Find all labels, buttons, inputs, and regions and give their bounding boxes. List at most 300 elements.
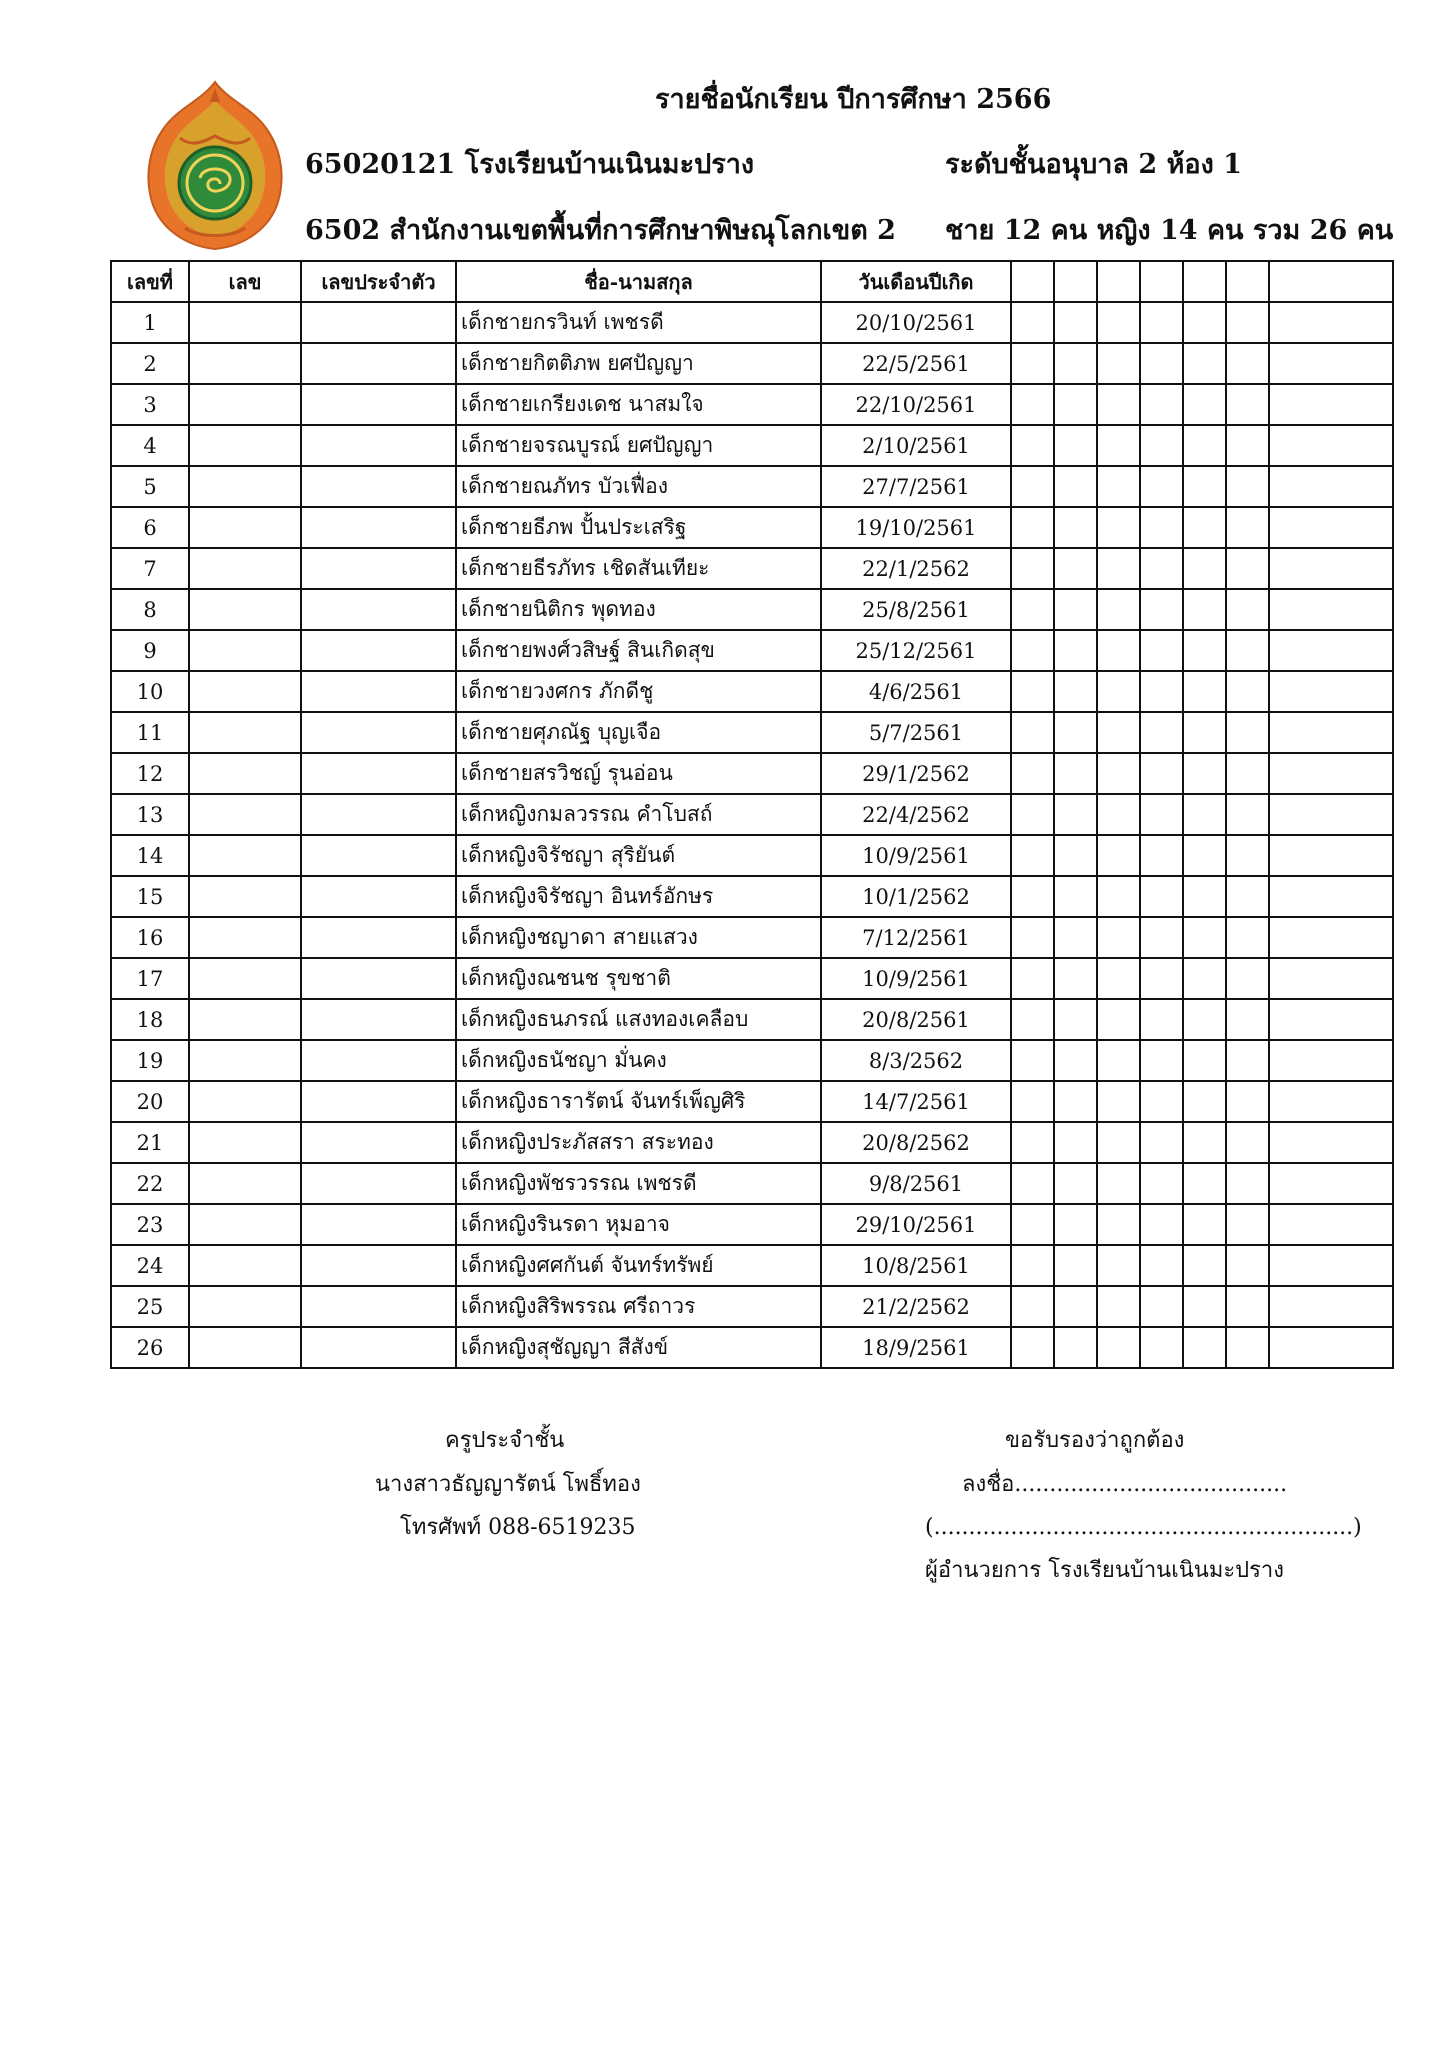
- row-full-name: เด็กหญิงสิริพรรณ ศรีถาวร: [456, 1286, 821, 1327]
- row-birth-date: 10/9/2561: [821, 835, 1011, 876]
- row-student-id-blank: [301, 1245, 456, 1286]
- table-row: [111, 671, 1393, 712]
- row-number-blank: [189, 1245, 301, 1286]
- row-blank-cell: [1226, 958, 1269, 999]
- table-row: [111, 1122, 1393, 1163]
- row-birth-date: 4/6/2561: [821, 671, 1011, 712]
- row-blank-cell: [1226, 1245, 1269, 1286]
- row-blank-cell: [1226, 753, 1269, 794]
- row-blank-cell: [1054, 630, 1097, 671]
- row-blank-cell: [1269, 671, 1393, 712]
- row-blank-cell: [1097, 1327, 1140, 1368]
- row-birth-date: 25/8/2561: [821, 589, 1011, 630]
- row-student-id-blank: [301, 302, 456, 343]
- row-blank-cell: [1226, 507, 1269, 548]
- row-birth-date: 22/10/2561: [821, 384, 1011, 425]
- table-row: [111, 1245, 1393, 1286]
- row-blank-cell: [1269, 1163, 1393, 1204]
- row-number-blank: [189, 1122, 301, 1163]
- row-blank-cell: [1011, 712, 1054, 753]
- row-birth-date: 20/8/2562: [821, 1122, 1011, 1163]
- row-blank-cell: [1140, 589, 1183, 630]
- row-full-name: เด็กชายกรวินท์ เพชรดี: [456, 302, 821, 343]
- row-blank-cell: [1097, 343, 1140, 384]
- row-student-id-blank: [301, 1286, 456, 1327]
- row-birth-date: 19/10/2561: [821, 507, 1011, 548]
- row-blank-cell: [1140, 1122, 1183, 1163]
- row-birth-date: 9/8/2561: [821, 1163, 1011, 1204]
- row-blank-cell: [1054, 302, 1097, 343]
- row-number-blank: [189, 1204, 301, 1245]
- row-number-blank: [189, 425, 301, 466]
- row-blank-cell: [1097, 466, 1140, 507]
- table-row: [111, 343, 1393, 384]
- row-full-name: เด็กหญิงชญาดา สายแสวง: [456, 917, 821, 958]
- table-row: [111, 876, 1393, 917]
- row-no: 4: [111, 425, 189, 466]
- row-blank-cell: [1097, 671, 1140, 712]
- row-blank-cell: [1097, 835, 1140, 876]
- row-blank-cell: [1097, 1081, 1140, 1122]
- row-no: 5: [111, 466, 189, 507]
- row-blank-cell: [1226, 1327, 1269, 1368]
- row-blank-cell: [1140, 671, 1183, 712]
- director-title: ผู้อำนวยการ โรงเรียนบ้านเนินมะปราง: [925, 1558, 1285, 1583]
- row-birth-date: 27/7/2561: [821, 466, 1011, 507]
- row-blank-cell: [1140, 1286, 1183, 1327]
- row-student-id-blank: [301, 425, 456, 466]
- table-row: [111, 753, 1393, 794]
- table-row: [111, 712, 1393, 753]
- teacher-label: ครูประจำชั้น: [445, 1428, 565, 1453]
- row-blank-cell: [1097, 753, 1140, 794]
- row-birth-date: 22/5/2561: [821, 343, 1011, 384]
- row-blank-cell: [1226, 794, 1269, 835]
- row-blank-cell: [1054, 753, 1097, 794]
- row-birth-date: 10/1/2562: [821, 876, 1011, 917]
- table-row: [111, 630, 1393, 671]
- row-birth-date: 14/7/2561: [821, 1081, 1011, 1122]
- row-full-name: เด็กหญิงธนัชญา มั่นคง: [456, 1040, 821, 1081]
- row-student-id-blank: [301, 343, 456, 384]
- row-blank-cell: [1269, 507, 1393, 548]
- table-row: [111, 999, 1393, 1040]
- row-blank-cell: [1011, 630, 1054, 671]
- row-no: 15: [111, 876, 189, 917]
- row-full-name: เด็กหญิงรินรดา หุมอาจ: [456, 1204, 821, 1245]
- table-row: [111, 507, 1393, 548]
- row-student-id-blank: [301, 876, 456, 917]
- row-blank-cell: [1011, 1204, 1054, 1245]
- row-blank-cell: [1183, 999, 1226, 1040]
- row-blank-cell: [1269, 999, 1393, 1040]
- row-blank-cell: [1226, 1286, 1269, 1327]
- row-blank-cell: [1011, 548, 1054, 589]
- row-blank-cell: [1226, 589, 1269, 630]
- table-row: [111, 958, 1393, 999]
- row-blank-cell: [1011, 1040, 1054, 1081]
- row-number-blank: [189, 753, 301, 794]
- row-student-id-blank: [301, 589, 456, 630]
- row-blank-cell: [1011, 876, 1054, 917]
- row-birth-date: 7/12/2561: [821, 917, 1011, 958]
- row-blank-cell: [1011, 466, 1054, 507]
- row-student-id-blank: [301, 753, 456, 794]
- row-blank-cell: [1226, 425, 1269, 466]
- row-number-blank: [189, 1040, 301, 1081]
- row-blank-cell: [1140, 343, 1183, 384]
- row-blank-cell: [1054, 507, 1097, 548]
- row-blank-cell: [1011, 589, 1054, 630]
- row-blank-cell: [1054, 712, 1097, 753]
- row-no: 9: [111, 630, 189, 671]
- row-blank-cell: [1097, 1040, 1140, 1081]
- row-student-id-blank: [301, 1163, 456, 1204]
- row-blank-cell: [1183, 548, 1226, 589]
- row-full-name: เด็กชายกิตติภพ ยศปัญญา: [456, 343, 821, 384]
- row-birth-date: 21/2/2562: [821, 1286, 1011, 1327]
- row-full-name: เด็กหญิงพัชรวรรณ เพชรดี: [456, 1163, 821, 1204]
- row-blank-cell: [1011, 958, 1054, 999]
- row-blank-cell: [1269, 1204, 1393, 1245]
- row-blank-cell: [1183, 712, 1226, 753]
- row-blank-cell: [1183, 1245, 1226, 1286]
- row-student-id-blank: [301, 999, 456, 1040]
- row-number-blank: [189, 1286, 301, 1327]
- row-no: 18: [111, 999, 189, 1040]
- row-blank-cell: [1226, 671, 1269, 712]
- row-blank-cell: [1183, 671, 1226, 712]
- row-blank-cell: [1140, 1163, 1183, 1204]
- table-row: [111, 1040, 1393, 1081]
- row-blank-cell: [1226, 1204, 1269, 1245]
- row-birth-date: 20/8/2561: [821, 999, 1011, 1040]
- table-row: [111, 384, 1393, 425]
- row-blank-cell: [1097, 384, 1140, 425]
- table-row: [111, 548, 1393, 589]
- row-number-blank: [189, 917, 301, 958]
- row-birth-date: 20/10/2561: [821, 302, 1011, 343]
- row-blank-cell: [1011, 1245, 1054, 1286]
- row-blank-cell: [1183, 1040, 1226, 1081]
- row-blank-cell: [1269, 343, 1393, 384]
- teacher-phone: โทรศัพท์ 088-6519235: [400, 1515, 636, 1540]
- row-no: 23: [111, 1204, 189, 1245]
- row-no: 11: [111, 712, 189, 753]
- row-number-blank: [189, 1163, 301, 1204]
- row-birth-date: 8/3/2562: [821, 1040, 1011, 1081]
- header-blank: [1183, 261, 1226, 302]
- row-blank-cell: [1226, 917, 1269, 958]
- row-blank-cell: [1097, 630, 1140, 671]
- row-blank-cell: [1183, 876, 1226, 917]
- row-blank-cell: [1226, 1122, 1269, 1163]
- row-full-name: เด็กหญิงสุชัญญา สีสังข์: [456, 1327, 821, 1368]
- row-blank-cell: [1054, 425, 1097, 466]
- row-blank-cell: [1054, 1327, 1097, 1368]
- row-blank-cell: [1269, 384, 1393, 425]
- row-blank-cell: [1226, 630, 1269, 671]
- row-full-name: เด็กชายธีรภัทร เชิดสันเทียะ: [456, 548, 821, 589]
- row-blank-cell: [1054, 466, 1097, 507]
- row-full-name: เด็กหญิงศศกันต์ จันทร์ทรัพย์: [456, 1245, 821, 1286]
- row-blank-cell: [1269, 548, 1393, 589]
- row-blank-cell: [1097, 1163, 1140, 1204]
- row-birth-date: 22/1/2562: [821, 548, 1011, 589]
- signer-name-blank: (............................................................): [925, 1515, 1362, 1540]
- row-blank-cell: [1011, 384, 1054, 425]
- row-no: 19: [111, 1040, 189, 1081]
- row-blank-cell: [1097, 712, 1140, 753]
- row-full-name: เด็กชายวงศกร ภักดีชู: [456, 671, 821, 712]
- row-blank-cell: [1054, 794, 1097, 835]
- header-blank: [1054, 261, 1097, 302]
- row-blank-cell: [1183, 302, 1226, 343]
- row-student-id-blank: [301, 1040, 456, 1081]
- row-full-name: เด็กชายพงศ์วสิษฐ์ สินเกิดสุข: [456, 630, 821, 671]
- row-number-blank: [189, 1081, 301, 1122]
- row-number-blank: [189, 835, 301, 876]
- row-blank-cell: [1183, 589, 1226, 630]
- row-no: 14: [111, 835, 189, 876]
- row-blank-cell: [1011, 1081, 1054, 1122]
- row-full-name: เด็กชายนิติกร พุดทอง: [456, 589, 821, 630]
- row-blank-cell: [1140, 1245, 1183, 1286]
- row-blank-cell: [1011, 425, 1054, 466]
- row-blank-cell: [1269, 1327, 1393, 1368]
- row-full-name: เด็กชายณภัทร บัวเฟื่อง: [456, 466, 821, 507]
- row-blank-cell: [1011, 343, 1054, 384]
- row-number-blank: [189, 384, 301, 425]
- row-full-name: เด็กชายศุภณัฐ บุญเจือ: [456, 712, 821, 753]
- row-blank-cell: [1183, 835, 1226, 876]
- class-level: ระดับชั้นอนุบาล 2 ห้อง 1: [945, 149, 1242, 180]
- row-blank-cell: [1011, 835, 1054, 876]
- row-birth-date: 10/8/2561: [821, 1245, 1011, 1286]
- row-blank-cell: [1140, 384, 1183, 425]
- row-number-blank: [189, 794, 301, 835]
- row-blank-cell: [1183, 917, 1226, 958]
- row-blank-cell: [1183, 343, 1226, 384]
- row-blank-cell: [1097, 548, 1140, 589]
- row-blank-cell: [1140, 466, 1183, 507]
- row-blank-cell: [1011, 507, 1054, 548]
- header-blank: [1011, 261, 1054, 302]
- table-row: [111, 425, 1393, 466]
- document-title: รายชื่อนักเรียน ปีการศึกษา 2566: [655, 84, 1052, 115]
- row-blank-cell: [1140, 1081, 1183, 1122]
- row-blank-cell: [1269, 630, 1393, 671]
- row-student-id-blank: [301, 630, 456, 671]
- header-full-name: ชื่อ-นามสกุล: [456, 261, 821, 302]
- row-student-id-blank: [301, 1204, 456, 1245]
- row-blank-cell: [1269, 753, 1393, 794]
- row-blank-cell: [1183, 1286, 1226, 1327]
- row-number-blank: [189, 630, 301, 671]
- table-row: [111, 794, 1393, 835]
- row-full-name: เด็กหญิงประภัสสรา สระทอง: [456, 1122, 821, 1163]
- row-blank-cell: [1097, 794, 1140, 835]
- row-blank-cell: [1226, 1040, 1269, 1081]
- row-blank-cell: [1140, 835, 1183, 876]
- row-blank-cell: [1011, 794, 1054, 835]
- row-blank-cell: [1269, 1040, 1393, 1081]
- row-student-id-blank: [301, 917, 456, 958]
- row-blank-cell: [1011, 1286, 1054, 1327]
- row-blank-cell: [1054, 917, 1097, 958]
- row-no: 12: [111, 753, 189, 794]
- row-blank-cell: [1226, 466, 1269, 507]
- row-full-name: เด็กชายสรวิชญ์ รุนอ่อน: [456, 753, 821, 794]
- row-number-blank: [189, 343, 301, 384]
- row-student-id-blank: [301, 794, 456, 835]
- row-blank-cell: [1183, 1163, 1226, 1204]
- header-student-id: เลขประจำตัว: [301, 261, 456, 302]
- row-student-id-blank: [301, 1122, 456, 1163]
- row-no: 1: [111, 302, 189, 343]
- row-blank-cell: [1226, 999, 1269, 1040]
- row-birth-date: 25/12/2561: [821, 630, 1011, 671]
- row-blank-cell: [1269, 835, 1393, 876]
- header-blank: [1140, 261, 1183, 302]
- row-blank-cell: [1054, 1204, 1097, 1245]
- row-full-name: เด็กหญิงธารารัตน์ จันทร์เพ็ญศิริ: [456, 1081, 821, 1122]
- row-blank-cell: [1054, 343, 1097, 384]
- table-row: [111, 302, 1393, 343]
- row-blank-cell: [1054, 1040, 1097, 1081]
- row-blank-cell: [1140, 302, 1183, 343]
- row-full-name: เด็กชายเกรียงเดช นาสมใจ: [456, 384, 821, 425]
- row-blank-cell: [1097, 1245, 1140, 1286]
- row-blank-cell: [1097, 1204, 1140, 1245]
- row-blank-cell: [1140, 876, 1183, 917]
- row-no: 22: [111, 1163, 189, 1204]
- row-blank-cell: [1054, 835, 1097, 876]
- row-blank-cell: [1183, 1081, 1226, 1122]
- row-full-name: เด็กชายธีภพ ปั้นประเสริฐ: [456, 507, 821, 548]
- row-blank-cell: [1054, 958, 1097, 999]
- row-number-blank: [189, 302, 301, 343]
- row-blank-cell: [1054, 589, 1097, 630]
- row-blank-cell: [1097, 999, 1140, 1040]
- row-blank-cell: [1011, 302, 1054, 343]
- table-header-row: [111, 261, 1393, 302]
- row-blank-cell: [1226, 835, 1269, 876]
- row-birth-date: 2/10/2561: [821, 425, 1011, 466]
- row-blank-cell: [1183, 384, 1226, 425]
- row-no: 3: [111, 384, 189, 425]
- row-student-id-blank: [301, 466, 456, 507]
- row-birth-date: 29/10/2561: [821, 1204, 1011, 1245]
- row-blank-cell: [1269, 589, 1393, 630]
- row-blank-cell: [1011, 753, 1054, 794]
- row-no: 13: [111, 794, 189, 835]
- row-number-blank: [189, 589, 301, 630]
- row-blank-cell: [1097, 302, 1140, 343]
- row-blank-cell: [1011, 1163, 1054, 1204]
- row-number-blank: [189, 876, 301, 917]
- row-blank-cell: [1269, 302, 1393, 343]
- row-blank-cell: [1011, 917, 1054, 958]
- table-row: [111, 917, 1393, 958]
- header-number: เลข: [189, 261, 301, 302]
- row-no: 26: [111, 1327, 189, 1368]
- row-blank-cell: [1226, 1163, 1269, 1204]
- row-blank-cell: [1054, 1286, 1097, 1327]
- row-student-id-blank: [301, 958, 456, 999]
- row-number-blank: [189, 958, 301, 999]
- row-student-id-blank: [301, 548, 456, 589]
- row-student-id-blank: [301, 671, 456, 712]
- row-blank-cell: [1183, 507, 1226, 548]
- row-no: 10: [111, 671, 189, 712]
- row-blank-cell: [1269, 917, 1393, 958]
- row-blank-cell: [1226, 876, 1269, 917]
- row-no: 17: [111, 958, 189, 999]
- row-blank-cell: [1140, 425, 1183, 466]
- header-no: เลขที่: [111, 261, 189, 302]
- row-full-name: เด็กหญิงจิรัชญา สุริยันต์: [456, 835, 821, 876]
- row-blank-cell: [1054, 999, 1097, 1040]
- row-blank-cell: [1226, 1081, 1269, 1122]
- row-blank-cell: [1183, 794, 1226, 835]
- signature-line: ลงชื่อ.......................................: [962, 1472, 1288, 1497]
- row-full-name: เด็กหญิงณชนช รุขชาติ: [456, 958, 821, 999]
- row-birth-date: 18/9/2561: [821, 1327, 1011, 1368]
- row-number-blank: [189, 671, 301, 712]
- row-blank-cell: [1054, 1122, 1097, 1163]
- row-full-name: เด็กชายจรณบูรณ์ ยศปัญญา: [456, 425, 821, 466]
- row-blank-cell: [1140, 753, 1183, 794]
- row-birth-date: 29/1/2562: [821, 753, 1011, 794]
- row-full-name: เด็กหญิงธนภรณ์ แสงทองเคลือบ: [456, 999, 821, 1040]
- row-blank-cell: [1054, 1163, 1097, 1204]
- row-blank-cell: [1269, 794, 1393, 835]
- row-blank-cell: [1269, 1286, 1393, 1327]
- table-row: [111, 1327, 1393, 1368]
- row-blank-cell: [1054, 384, 1097, 425]
- row-blank-cell: [1183, 425, 1226, 466]
- row-blank-cell: [1183, 1204, 1226, 1245]
- row-student-id-blank: [301, 712, 456, 753]
- row-birth-date: 22/4/2562: [821, 794, 1011, 835]
- row-birth-date: 10/9/2561: [821, 958, 1011, 999]
- row-no: 24: [111, 1245, 189, 1286]
- row-blank-cell: [1054, 548, 1097, 589]
- teacher-name: นางสาวธัญญารัตน์ โพธิ์ทอง: [375, 1472, 641, 1497]
- row-blank-cell: [1097, 507, 1140, 548]
- row-blank-cell: [1054, 876, 1097, 917]
- row-blank-cell: [1011, 1327, 1054, 1368]
- row-blank-cell: [1269, 1122, 1393, 1163]
- row-blank-cell: [1183, 1122, 1226, 1163]
- row-no: 16: [111, 917, 189, 958]
- student-roster-table: [110, 260, 1394, 1369]
- row-no: 21: [111, 1122, 189, 1163]
- header-blank: [1097, 261, 1140, 302]
- row-blank-cell: [1183, 630, 1226, 671]
- row-number-blank: [189, 999, 301, 1040]
- row-blank-cell: [1054, 1245, 1097, 1286]
- header-blank: [1269, 261, 1393, 302]
- row-blank-cell: [1183, 466, 1226, 507]
- row-blank-cell: [1226, 343, 1269, 384]
- school-name: 65020121 โรงเรียนบ้านเนินมะปราง: [305, 149, 755, 180]
- row-number-blank: [189, 1327, 301, 1368]
- row-blank-cell: [1226, 384, 1269, 425]
- row-blank-cell: [1140, 958, 1183, 999]
- table-row: [111, 1204, 1393, 1245]
